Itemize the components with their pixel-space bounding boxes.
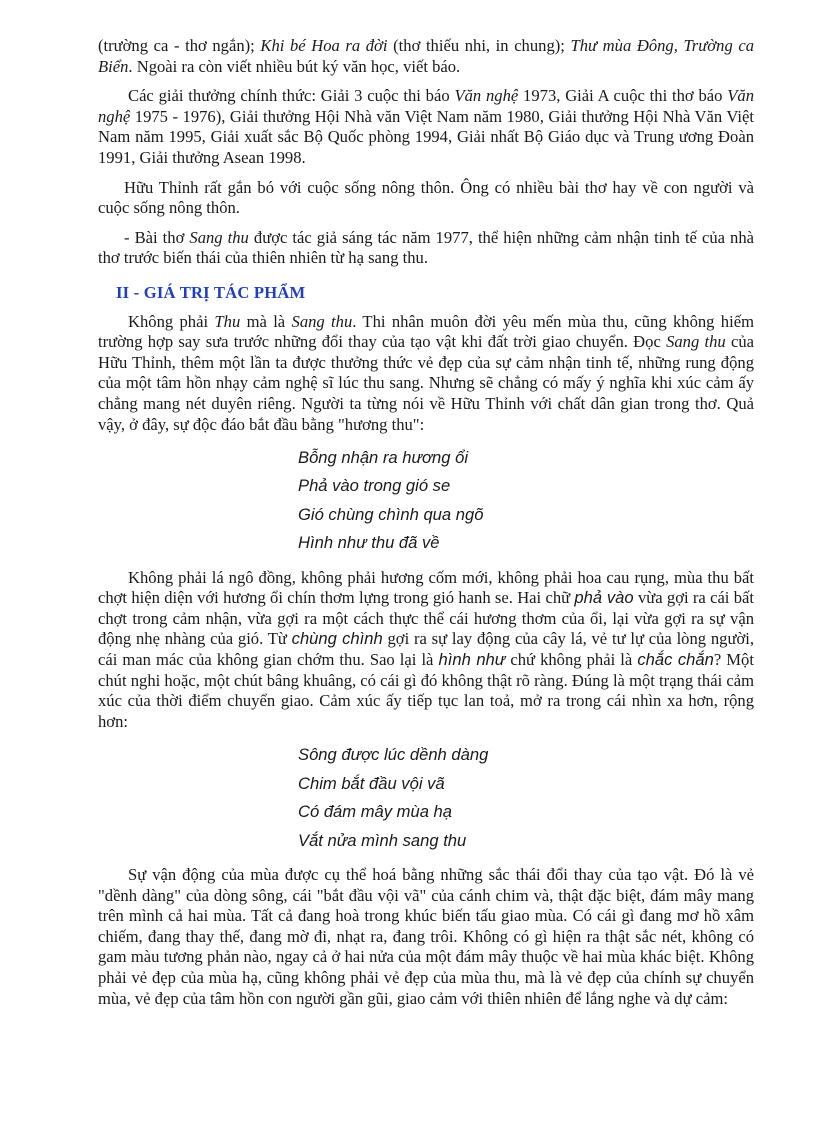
text: chứ không phải là [505, 650, 638, 670]
paragraph-rural-life: Hữu Thỉnh rất gắn bó với cuộc sống nông thôn. Ông có nhiều bài thơ hay về con người và cuộc sống nông thôn. [98, 177, 754, 218]
verse-line: Vắt nửa mình sang thu [298, 830, 467, 850]
text: . Ngoài ra còn viết nhiều bút ký văn học, viết báo. [128, 56, 461, 76]
document-page [98, 36, 754, 1018]
verse-line: Phả vào trong gió se [298, 476, 451, 496]
text: 1973, Giải A cuộc thi thơ báo [518, 86, 728, 106]
text: Các giải thưởng chính thức: Giải 3 cuộc thi báo [128, 86, 455, 106]
text: vừa gợi ra cái bất chợt trong cảm nhận, vừa gợi ra một cách thực thể cái hương thơm của ổi, lại vừa gợi ra sự vận động nhẹ nhàng của gió. Từ [98, 588, 754, 649]
italic-title: Sang thu [666, 332, 726, 352]
paragraph-analysis-3: Sự vận động của mùa được cụ thể hoá bằng những sắc thái đổi thay của tạo vật. Đó là vẻ "dềnh dàng" của dòng sông, cái "bắt đầu vội vã" của cánh chim và, thật đặc biệt, đám mây mang trên mình cả hai mùa. Tất cả đang hoà trong khúc biến tấu giao mùa. Có cái gì đang mơ hồ xâm chiếm, đang thay thế, đang mờ đi, nhạt ra, đang trôi. Không có gì hiện ra thật sắc nét, không có gam màu tương phản nào, ngay cả ở hai nửa của một đám mây thuộc về hai mùa khác biệt. Không phải vẻ đẹp của mùa hạ, cũng không phải vẻ đẹp của mùa thu, mà là vẻ đẹp của chính sự chuyển mùa, vẻ đẹp của tâm hồn con người gần gũi, giao cảm với thiên nhiên để lắng nghe và dự cảm: [98, 864, 754, 1008]
italic-title: Sang thu [291, 311, 353, 331]
text: mà là [240, 311, 292, 331]
text: ? Một chút nghi hoặc, một chút bâng khuâng, có cái gì đó không thật rõ ràng. Đúng là một trạng thái cảm xúc của thời điểm chuyển giao. Cảm xúc ấy tiếp tục lan toả, mở ra trong cái nhìn xa hơn, rộng hơn: [98, 650, 754, 731]
paragraph-works [98, 36, 754, 77]
paragraph-analysis-1 [98, 312, 754, 436]
italic-title: Thư mùa Đông, Trường ca Biển [98, 36, 755, 76]
italic-title: Sang thu [189, 227, 249, 247]
verse-line: Có đám mây mùa hạ [298, 802, 453, 822]
text: - Bài thơ [124, 227, 190, 247]
text: Không phải [128, 311, 215, 331]
paragraph-poem-intro [98, 228, 754, 269]
italic-title: Văn nghệ [98, 86, 754, 126]
paragraph-awards [98, 86, 754, 168]
text: (trường ca - thơ ngắn); [98, 36, 261, 55]
verse-line: Bỗng nhận ra hương ổi [298, 448, 469, 468]
verse-line: Sông được lúc dềnh dàng [298, 745, 489, 765]
section-heading: II - GIÁ TRỊ TÁC PHẨM [116, 282, 306, 302]
verse-stanza-2 [298, 741, 754, 855]
italic-title: Văn nghệ [454, 86, 519, 106]
italic-term: chắc chắn [637, 650, 714, 670]
italic-title: Khi bé Hoa ra đời [260, 36, 388, 55]
italic-term: chùng chình [291, 629, 383, 649]
italic-title: Thu [214, 311, 241, 331]
italic-term: phả vào [574, 588, 634, 608]
text: được tác giả sáng tác năm 1977, thể hiện những cảm nhận tinh tế của nhà thơ trước biến thái của thiên nhiên từ hạ sang thu. [98, 227, 755, 268]
text: của Hữu Thỉnh, thêm một lần ta được thưởng thức vẻ đẹp của sự cảm nhận tinh tế, những rung động của một tâm hồn nhạy cảm nghệ sĩ lúc thu sang. Nhưng sẽ chẳng có mấy ý nghĩa khi xúc cảm ấy chẳng mang nét duyên riêng. Người ta từng nói về Hữu Thỉnh với chất dân gian trong thơ. Quả vậy, ở đây, sự độc đáo bắt đầu bằng "hương thu": [98, 332, 754, 434]
text: 1975 - 1976), Giải thưởng Hội Nhà văn Việt Nam năm 1980, Giải thưởng Hội Nhà Văn Việt Nam năm 1995, Giải xuất sắc Bộ Quốc phòng 1994, Giải nhất Bộ Giáo dục và Trung ương Đoàn 1991, Giải thưởng Asean 1998. [98, 106, 754, 167]
text: Không phải lá ngô đồng, không phải hương cốm mới, không phải hoa cau rụng, mùa thu bất chợt hiện diện với hương ổi chín thơm lựng trong gió hanh se. Hai chữ [98, 567, 754, 608]
italic-term: hình như [438, 650, 506, 670]
verse-line: Gió chùng chình qua ngõ [298, 504, 484, 524]
paragraph-analysis-2 [98, 568, 754, 733]
verse-line: Chim bắt đầu vội vã [298, 773, 445, 793]
text: gợi ra sự lay động của cây lá, vẻ tư lự của lòng người, cái man mác của không gian chớm thu. Sao lại là [98, 629, 754, 670]
text: (thơ thiếu nhi, in chung); [387, 36, 571, 55]
verse-stanza-1 [298, 444, 754, 558]
verse-line: Hình như thu đã về [298, 533, 440, 553]
text: . Thi nhân muôn đời yêu mến mùa thu, cũng không hiếm trường hợp say sưa trước những đổi thay của tạo vật khi đất trời giao chuyển. Đọc [98, 311, 754, 352]
